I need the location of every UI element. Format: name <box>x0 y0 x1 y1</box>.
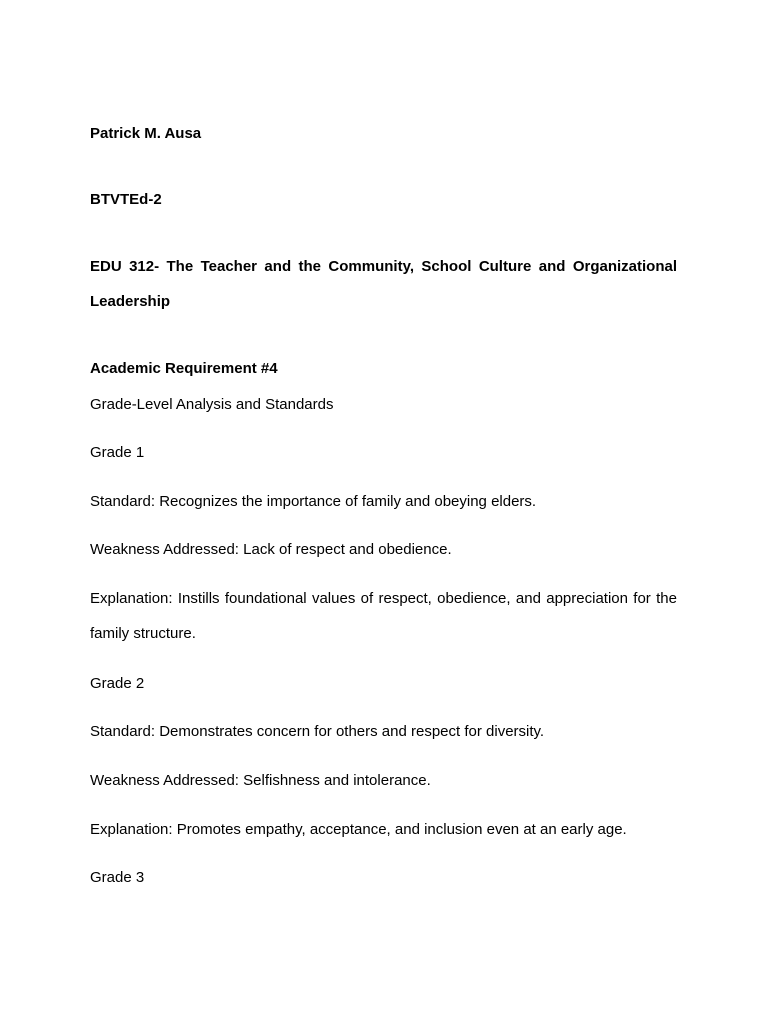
course-title: EDU 312- The Teacher and the Community, School Culture and Organizational Leadership <box>90 258 677 310</box>
grade-standard: Standard: Demonstrates concern for others and respect for diversity. <box>90 723 545 740</box>
grade-title: Grade 2 <box>90 675 145 692</box>
requirement-heading: Academic Requirement #4 <box>90 360 278 377</box>
grade-title: Grade 3 <box>90 869 145 886</box>
grade-weakness: Weakness Addressed: Selfishness and intolerance. <box>90 772 431 789</box>
grade-standard: Standard: Recognizes the importance of family and obeying elders. <box>90 493 537 510</box>
author-name: Patrick M. Ausa <box>90 125 202 142</box>
grade-explanation: Explanation: Promotes empathy, acceptance, and inclusion even at an early age. <box>90 821 627 838</box>
grade-weakness: Weakness Addressed: Lack of respect and obedience. <box>90 541 452 558</box>
grade-title: Grade 1 <box>90 444 145 461</box>
grade-explanation: Explanation: Instills foundational values of respect, obedience, and appreciation for the family structure. <box>90 590 677 642</box>
topic-heading: Grade-Level Analysis and Standards <box>90 396 334 413</box>
section-code: BTVTEd-2 <box>90 191 162 208</box>
